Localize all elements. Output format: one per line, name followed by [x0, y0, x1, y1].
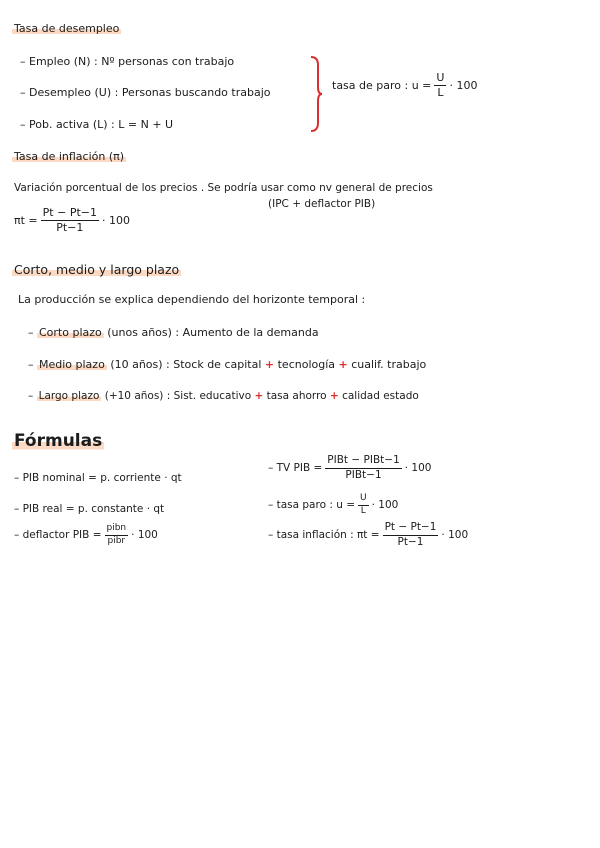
formula-tasa-paro: – tasa paro : u = $\frac{U}{L}$ · 100 [268, 493, 399, 516]
formula-pib-nominal: – PIB nominal = p. corriente · qt [14, 472, 182, 484]
inflation-description-2: (IPC + deflactor PIB) [268, 198, 376, 210]
formula-pib-real: – PIB real = p. constante · qt [14, 503, 165, 515]
list-item-empleo: – Empleo (N) : Nº personas con trabajo [20, 55, 235, 68]
formula-tasa-inflacion: – tasa inflación : πt = $\frac{Pt - Pt-1}{Pt-1}$ · 100 [268, 521, 469, 548]
fraction: $\frac{U}{L}$ [360, 493, 367, 516]
plazos-intro: La producción se explica dependiendo del horizonte temporal : [18, 293, 366, 306]
fraction: $\frac{U}{L}$ [436, 71, 445, 100]
heading-tasa-desempleo: Tasa de desempleo [14, 22, 120, 35]
list-item-pob-activa: – Pob. activa (L) : L = N + U [20, 118, 174, 131]
formula-deflactor: – deflactor PIB = $\frac{\text{pibn}}{\text{pibr}}$ · 100 [14, 523, 158, 546]
inflation-description: Variación porcentual de los precios . Se podría usar como nv general de precios [14, 182, 433, 194]
heading-formulas: Fórmulas [14, 431, 103, 451]
fraction: $\frac{Pt - Pt-1}{Pt-1}$ [42, 206, 97, 235]
curly-brace-icon [309, 55, 323, 133]
fraction: $\frac{Pt - Pt-1}{Pt-1}$ [384, 521, 437, 548]
fraction: $\frac{\text{pibn}}{\text{pibr}}$ [106, 523, 127, 546]
list-item-corto: – Corto plazo (unos años) : Aumento de la demanda [28, 326, 319, 339]
tasa-paro-formula: tasa de paro : u = $\frac{U}{L}$ · 100 [332, 71, 478, 100]
list-item-medio: – Medio plazo (10 años) : Stock de capital + tecnología + cualif. trabajo [28, 358, 427, 371]
heading-plazos: Corto, medio y largo plazo [14, 262, 180, 277]
heading-tasa-inflacion: Tasa de inflación (π) [14, 150, 125, 163]
fraction: $\frac{\text{PIBt − PIBt−1}}{\text{PIBt−1}}$ [327, 454, 400, 481]
formula-tv-pib: – TV PIB = $\frac{\text{PIBt − PIBt−1}}{\text{PIBt−1}}$ · 100 [268, 454, 432, 481]
list-item-largo: – Largo plazo (+10 años) : Sist. educativo + tasa ahorro + calidad estado [28, 390, 419, 402]
inflation-formula: πt = $\frac{Pt - Pt-1}{Pt-1}$ · 100 [14, 206, 130, 235]
list-item-desempleo: – Desempleo (U) : Personas buscando trabajo [20, 86, 271, 99]
